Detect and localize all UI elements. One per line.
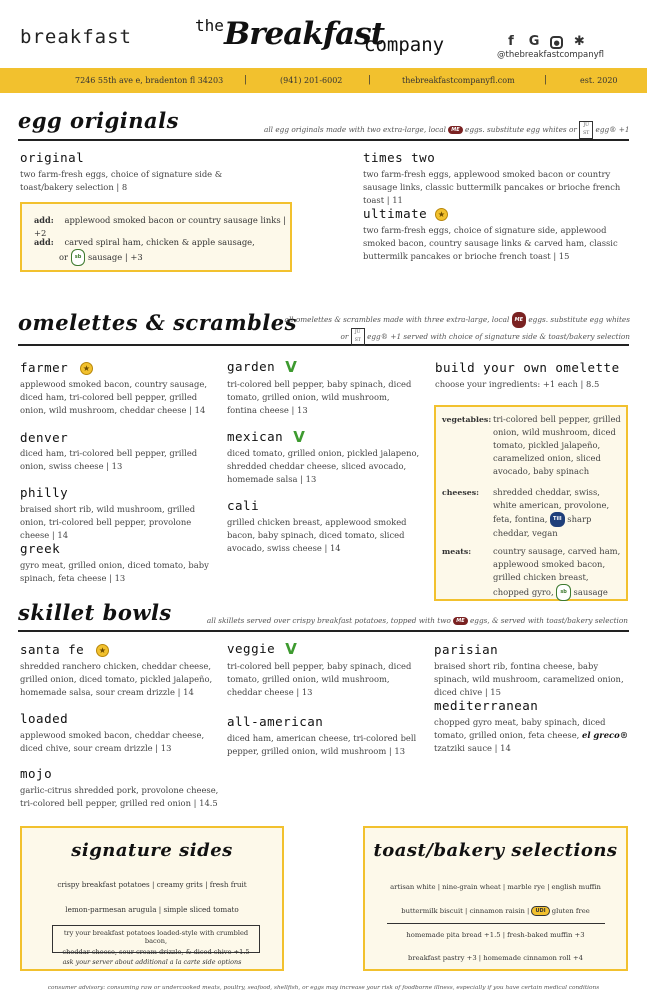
- yelp-icon[interactable]: ✱: [573, 34, 585, 49]
- item-name-farmer: [20, 360, 93, 375]
- note-text: eggs, & served with toast/bakery selection: [469, 616, 628, 625]
- egg-originals-note: [264, 121, 634, 139]
- skillets-note: [200, 616, 628, 625]
- item-name-all-american: all-american: [227, 714, 324, 729]
- toast-title: toast/bakery selections: [373, 840, 618, 861]
- item-desc-build-your-own: choose your ingredients: +1 each | 8.5: [435, 379, 600, 389]
- phone[interactable]: (941) 201-6002: [280, 76, 343, 85]
- note-text: eggs. substitute egg whites or: [465, 125, 577, 134]
- social-handle[interactable]: @thebreakfastcompanyfl: [497, 50, 605, 60]
- toast-line: breakfast pastry +3 | homemade cinnamon roll +4: [408, 954, 583, 962]
- item-desc-loaded: applewood smoked bacon, cheddar cheese, diced chive, sour cream drizzle | 13: [20, 730, 205, 753]
- sides-line: lemon-parmesan arugula | simple sliced tomato: [65, 905, 239, 914]
- just-egg-logo: JU ST: [351, 328, 365, 346]
- ingredient-text: country sausage, carved ham, applewood smoked bacon, grilled chicken breast, chopped gyro,: [493, 546, 621, 597]
- item-label: santa fe: [20, 642, 85, 657]
- ingredients-box: [434, 405, 628, 601]
- ingredient-text: shredded cheddar, swiss, white american, provolone, feta, fontina,: [493, 487, 610, 524]
- section-title-skillets: skillet bowls: [18, 600, 172, 625]
- add-ons-box: [20, 202, 292, 272]
- item-name-build-your-own: build your own omelette: [435, 360, 620, 375]
- ingredient-list: [493, 486, 623, 540]
- item-desc-ultimate: two farm-fresh eggs, choice of signature side, applewood smoked bacon, country sausage links & carved ham, classic buttermilk pancakes or brioche french toast | 15: [363, 225, 618, 261]
- item-desc-mediterranean: [434, 716, 630, 755]
- item-desc-mexican: diced tomato, grilled onion, pickled jalapeno, shredded cheddar cheese, sliced avocado, homemade salsa | 13: [227, 448, 420, 484]
- item-label: garden: [227, 359, 276, 374]
- note-text: all egg originals made with two extra-large, local: [264, 125, 446, 134]
- add-text: carved spiral ham, chicken & apple sausage,: [64, 237, 255, 247]
- sides-title: signature sides: [71, 840, 233, 861]
- item-desc-mojo: garlic-citrus shredded pork, provolone cheese, tri-colored bell pepper, grilled red onion | 14.5: [20, 785, 219, 808]
- signature-sides-box: [20, 826, 284, 971]
- gluten-free-brand-logo: UDI: [531, 906, 549, 916]
- item-name-philly: philly: [20, 485, 69, 500]
- desc-text: tzatziki sauce | 14: [434, 743, 511, 753]
- loaded-potatoes-promo: [52, 925, 260, 956]
- sausage-brand-logo: sb: [556, 584, 571, 601]
- item-desc-garden: tri-colored bell pepper, baby spinach, diced tomato, grilled onion, wild mushroom, fontina cheese | 13: [227, 379, 412, 415]
- established: est. 2020: [580, 76, 618, 85]
- sausage-brand-logo: sb: [71, 249, 86, 266]
- chef-favorite-badge-icon: ★: [96, 644, 109, 657]
- item-desc-original: two farm-fresh eggs, choice of signature side & toast/bakery selection | 8: [20, 169, 223, 192]
- google-icon[interactable]: G: [528, 34, 540, 49]
- item-name-mexican: [227, 428, 305, 446]
- sides-line: crispy breakfast potatoes | creamy grits | fresh fruit: [57, 880, 247, 889]
- item-name-garden: [227, 358, 297, 376]
- eggs-brand-logo: ME: [512, 312, 526, 328]
- item-label: mexican: [227, 429, 284, 444]
- add-row: [59, 249, 143, 266]
- item-desc-times-two: two farm-fresh eggs, applewood smoked bacon or country sausage links, classic buttermilk pancakes or brioche french toast | 11: [363, 169, 621, 205]
- toast-line: artisan white | nine-grain wheat | marble rye | english muffin: [390, 883, 601, 891]
- add-text: applewood smoked bacon or country sausage links | +2: [34, 215, 287, 238]
- item-name-santa-fe: [20, 642, 109, 657]
- ingredient-list: [493, 545, 623, 601]
- chef-favorite-badge-icon: ★: [435, 208, 448, 221]
- tillamook-logo-icon: Till: [550, 512, 565, 527]
- note-text: egg® +1 served with choice of signature side & toast/bakery selection: [367, 332, 630, 341]
- item-name-mojo: mojo: [20, 766, 53, 781]
- separator: |: [544, 75, 548, 85]
- item-name-cali: cali: [227, 498, 260, 513]
- logo-company: company: [364, 34, 445, 56]
- item-desc-denver: diced ham, tri-colored bell pepper, grilled onion, swiss cheese | 13: [20, 448, 198, 471]
- ingredient-label: meats:: [442, 547, 472, 556]
- logo-main: Breakfast: [224, 16, 385, 52]
- ingredient-text: sharp cheddar, vegan: [493, 514, 592, 538]
- item-desc-santa-fe: shredded ranchero chicken, cheddar cheese, grilled onion, diced tomato, pickled jalapeño, homemade salsa, sour cream drizzle | 14: [20, 661, 213, 697]
- add-text: or: [59, 252, 69, 262]
- ingredient-label: vegetables:: [442, 415, 492, 424]
- item-label: ultimate: [363, 206, 428, 221]
- item-desc-veggie: tri-colored bell pepper, baby spinach, diced tomato, grilled onion, wild mushroom, cheddar cheese | 13: [227, 661, 412, 697]
- ingredient-text: sausage: [573, 587, 608, 597]
- toast-bakery-box: [363, 826, 628, 971]
- item-desc-cali: grilled chicken breast, applewood smoked bacon, baby spinach, diced tomato, sliced avocado, swiss cheese | 14: [227, 517, 407, 553]
- item-name-mediterranean: mediterranean: [434, 698, 539, 713]
- just-egg-logo: JU ST: [579, 121, 593, 139]
- note-text: or: [340, 332, 349, 341]
- add-label: add:: [34, 215, 54, 225]
- section-title-egg-originals: egg originals: [18, 108, 179, 133]
- section-rule: [18, 139, 629, 141]
- note-text: egg® +1: [595, 125, 630, 134]
- website-link[interactable]: thebreakfastcompanyfl.com: [402, 76, 515, 85]
- eggs-brand-logo: ME: [453, 617, 467, 625]
- item-name-times-two: times two: [363, 150, 436, 165]
- ingredient-list: tri-colored bell pepper, grilled onion, wild mushroom, diced tomato, pickled jalapeño, caramelized onion, sliced avocado, baby spinach: [493, 414, 621, 476]
- omelettes-note: [270, 312, 630, 346]
- item-desc-all-american: diced ham, american cheese, tri-colored bell pepper, grilled onion, wild mushroom | 13: [227, 733, 417, 756]
- header-left-title: breakfast: [20, 26, 132, 48]
- vegetarian-icon: V: [285, 640, 298, 658]
- add-label: add:: [34, 237, 54, 247]
- toast-divider: [387, 923, 605, 924]
- item-name-original: original: [20, 150, 85, 165]
- note-text: eggs. substitute egg whites: [528, 315, 630, 324]
- toast-line: [365, 906, 626, 916]
- promo-line: cheddar cheese, sour cream drizzle, & diced chive +1.5: [62, 948, 250, 956]
- ingredient-label: cheeses:: [442, 488, 479, 497]
- section-rule: [18, 630, 629, 632]
- toast-line: homemade pita bread +1.5 | fresh-baked muffin +3: [406, 931, 585, 939]
- toast-text: gluten free: [551, 907, 590, 915]
- item-name-ultimate: [363, 206, 448, 221]
- address: 7246 55th ave e, bradenton fl 34203: [75, 76, 224, 85]
- add-text: sausage | +3: [87, 252, 143, 262]
- consumer-advisory: consumer advisory: consuming raw or undercooked meats, poultry, seafood, shellfish, or eggs may increase your risk of foodborne illness, especially if you have certain medical conditions: [47, 985, 600, 991]
- item-desc-farmer: applewood smoked bacon, country sausage, diced ham, tri-colored bell pepper, grilled onion, wild mushroom, cheddar cheese | 14: [20, 379, 208, 415]
- facebook-icon[interactable]: f: [508, 34, 514, 49]
- item-name-parisian: parisian: [434, 642, 499, 657]
- separator: |: [368, 75, 372, 85]
- vegetarian-icon: V: [293, 428, 306, 446]
- desc-text: chopped gyro meat, baby spinach, diced tomato, grilled onion, feta cheese,: [434, 717, 606, 740]
- item-name-veggie: [227, 640, 297, 658]
- separator: |: [244, 75, 248, 85]
- logo: [192, 14, 462, 64]
- item-name-denver: denver: [20, 430, 69, 445]
- note-text: all skillets served over crispy breakfast potatoes, topped with two: [206, 616, 451, 625]
- social-icons: [500, 30, 620, 49]
- logo-the: the: [195, 16, 224, 35]
- eggs-brand-logo: ME: [448, 126, 462, 134]
- vegetarian-icon: V: [285, 358, 298, 376]
- item-label: veggie: [227, 641, 276, 656]
- info-bar: [0, 68, 647, 93]
- instagram-icon[interactable]: ●: [550, 36, 563, 49]
- toast-text: buttermilk biscuit | cinnamon raisin |: [401, 907, 530, 915]
- note-text: all omelettes & scrambles made with three extra-large, local: [284, 315, 510, 324]
- add-row: [34, 236, 255, 249]
- item-label: farmer: [20, 360, 69, 375]
- sides-note: ask your server about additional a la carte side options: [62, 958, 242, 966]
- item-desc-philly: braised short rib, wild mushroom, grilled onion, tri-colored bell pepper, provolone cheese | 14: [20, 504, 196, 540]
- item-name-loaded: loaded: [20, 711, 69, 726]
- item-name-greek: greek: [20, 541, 61, 556]
- item-desc-parisian: braised short rib, fontina cheese, baby spinach, wild mushroom, caramelized onion, diced chive | 15: [434, 661, 624, 697]
- section-title-omelettes: omelettes & scrambles: [18, 310, 297, 335]
- chef-favorite-badge-icon: ★: [80, 362, 93, 375]
- el-greco-brand: el greco®: [582, 730, 629, 740]
- item-desc-greek: gyro meat, grilled onion, diced tomato, baby spinach, feta cheese | 13: [20, 560, 209, 583]
- promo-line: try your breakfast potatoes loaded-style with crumbled bacon,: [63, 929, 249, 945]
